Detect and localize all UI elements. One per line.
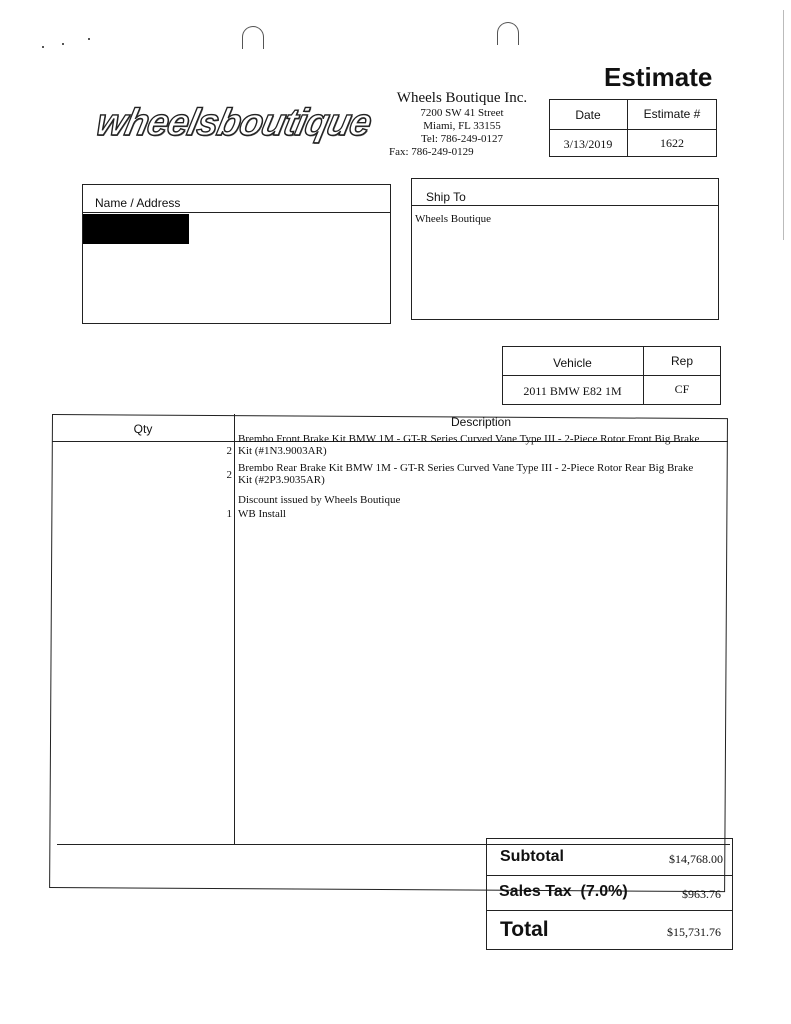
company-info <box>389 90 529 159</box>
company-address-line1: 7200 SW 41 Street <box>420 107 504 119</box>
row-1-desc-line1: Brembo Front Brake Kit BMW 1M - GT-R Series Curved Vane Type III - 2-Piece Rotor Front Big Brake <box>238 433 700 445</box>
row-3-desc-line1: Discount issued by Wheels Boutique <box>238 494 401 506</box>
company-logo: wheelsboutique <box>92 102 375 144</box>
row-3-description <box>238 494 718 506</box>
row-1-description <box>238 433 718 457</box>
sales-tax-label: Sales Tax (7.0%) <box>499 883 628 900</box>
ship-to-divider <box>411 205 719 206</box>
rep-label: Rep <box>670 354 693 368</box>
redacted-customer-name <box>83 214 189 244</box>
ship-to-label: Ship To <box>426 190 466 204</box>
estimate-number-label: Estimate # <box>643 107 701 121</box>
company-address-line2: Miami, FL 33155 <box>423 120 501 132</box>
rep-value: CF <box>674 382 690 396</box>
row-2-desc-line1: Brembo Rear Brake Kit BMW 1M - GT-R Series Curved Vane Type III - 2-Piece Rotor Rear Big Brake <box>238 462 694 474</box>
qty-header: Qty <box>133 422 153 436</box>
name-address-divider <box>82 212 391 213</box>
punch-hole-left <box>242 26 264 49</box>
row-4-description <box>238 508 718 520</box>
row-4-qty: 1 <box>226 508 232 520</box>
subtotal-value: $14,768.00 <box>669 852 723 866</box>
date-label: Date <box>575 108 601 122</box>
scan-speck <box>42 46 44 48</box>
scan-speck <box>88 38 90 40</box>
company-name: Wheels Boutique Inc. <box>396 90 528 106</box>
ship-to-value: Wheels Boutique <box>415 213 492 225</box>
row-4-desc-line1: WB Install <box>238 508 286 520</box>
vehicle-value: 2011 BMW E82 1M <box>523 384 622 398</box>
vehicle-label: Vehicle <box>553 356 592 370</box>
meta-divider-h <box>549 129 717 130</box>
description-header: Description <box>450 415 512 429</box>
row-1-qty: 2 <box>226 445 232 457</box>
document-title: Estimate <box>604 62 713 92</box>
vehicle-divider-h <box>502 375 721 376</box>
company-fax: Fax: 786-249-0129 <box>389 146 474 158</box>
sales-tax-value: $963.76 <box>682 887 721 901</box>
name-address-label: Name / Address <box>95 196 181 210</box>
company-tel: Tel: 786-249-0127 <box>420 133 504 145</box>
estimate-number-value: 1622 <box>660 136 684 150</box>
totals-divider-2 <box>486 910 733 911</box>
row-2-desc-line2: Kit (#2P3.9035AR) <box>238 474 325 486</box>
row-2-qty: 2 <box>226 469 232 481</box>
scan-speck <box>62 43 64 45</box>
scan-edge-line <box>783 10 784 240</box>
total-value: $15,731.76 <box>667 925 721 939</box>
punch-hole-right <box>497 22 519 45</box>
row-2-description <box>238 462 718 486</box>
totals-divider-1 <box>486 875 733 876</box>
total-label: Total <box>500 918 549 941</box>
table-column-divider <box>234 414 235 844</box>
row-1-desc-line2: Kit (#1N3.9003AR) <box>238 445 327 457</box>
subtotal-label: Subtotal <box>500 848 564 865</box>
date-value: 3/13/2019 <box>563 137 613 151</box>
